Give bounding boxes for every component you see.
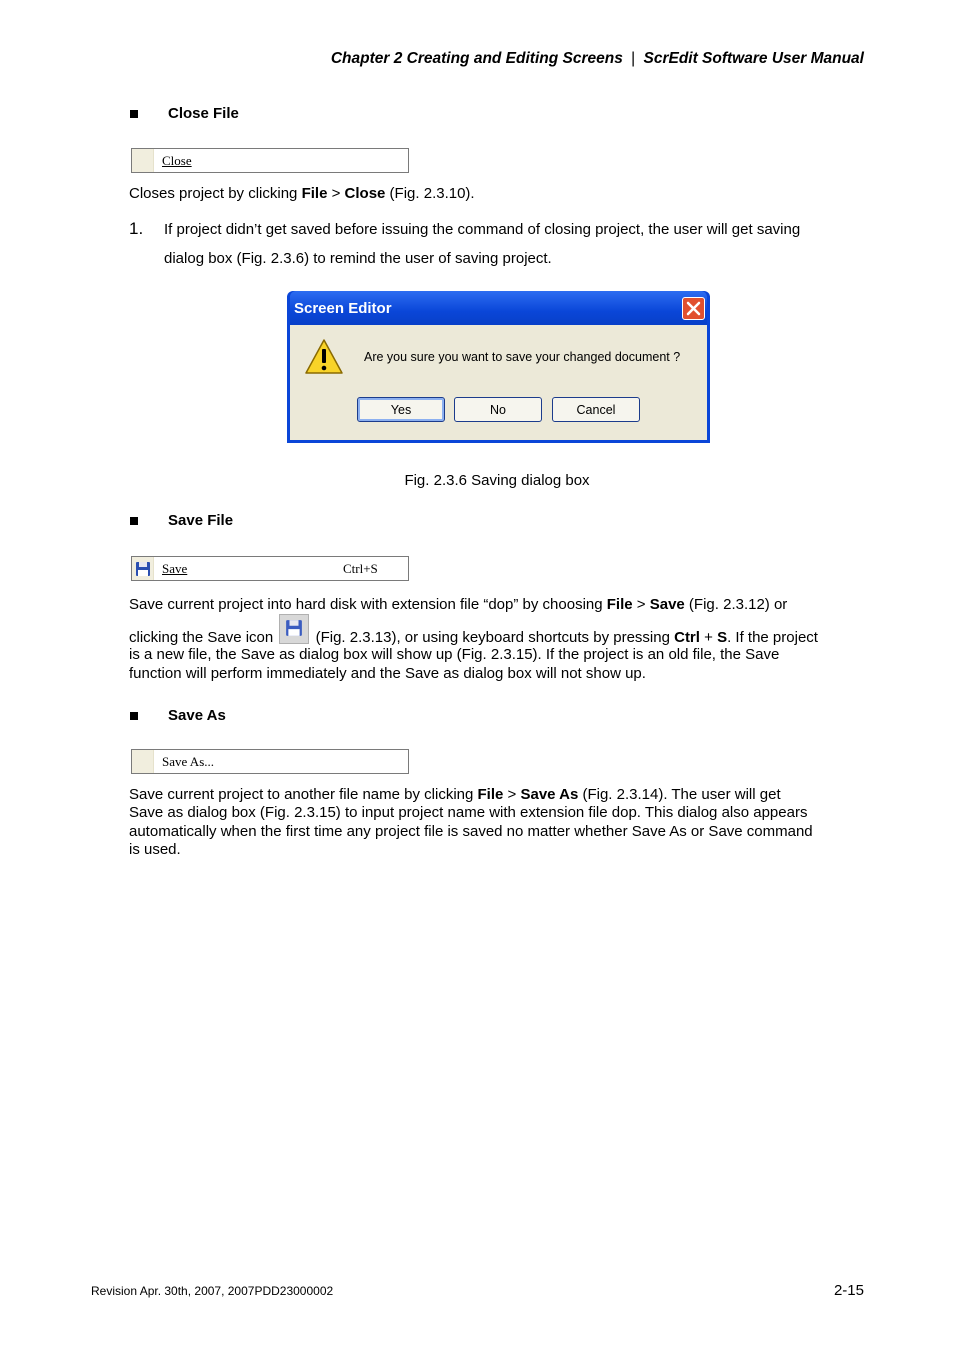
saveas-paragraph-line2: Save as dialog box (Fig. 2.3.15) to input project name with extension file dop. This dialog also appears — [129, 804, 808, 821]
dialog-titlebar — [290, 291, 707, 325]
list-item-line2: dialog box (Fig. 2.3.6) to remind the user of saving project. — [164, 250, 552, 267]
saveas-paragraph-line3: automatically when the first time any project file is saved no matter whether Save As or Save command — [129, 823, 813, 840]
save-toolbar-icon — [279, 614, 309, 644]
save-menu-item[interactable] — [131, 556, 409, 581]
save-dialog-screenshot — [287, 291, 710, 443]
bullet-square — [130, 110, 138, 118]
save-paragraph-line2: clicking the Save icon (Fig. 2.3.13), or using keyboard shortcuts by pressing Ctrl + S. If the project — [129, 614, 865, 648]
dialog-title: Screen Editor — [294, 299, 392, 317]
save-menu-label: Save — [162, 560, 188, 576]
page-number: 2-15 — [833, 1282, 864, 1299]
chapter-title: Chapter 2 Creating and Editing Screens — [330, 50, 623, 67]
saveas-menu-item[interactable] — [131, 749, 409, 774]
save-paragraph-line3: is a new file, the Save as dialog box will show up (Fig. 2.3.15). If the project is an old file, the Save — [129, 646, 780, 663]
close-menu-label: Close — [162, 152, 192, 168]
yes-button[interactable]: Yes — [357, 397, 445, 422]
saveas-paragraph-line1: Save current project to another file name by clicking File > Save As (Fig. 2.3.14). The user will get — [129, 786, 781, 803]
saveas-heading-text: Save As — [168, 707, 226, 724]
saveas-menu-label: Save As... — [162, 753, 214, 769]
section-heading-close — [130, 105, 239, 122]
save-paragraph-line1: Save current project into hard disk with extension file “dop” by choosing File > Save (Fig. 2.3.12) or — [129, 596, 788, 613]
no-button[interactable]: No — [454, 397, 542, 422]
menu-icon-gutter — [132, 750, 154, 773]
dialog-body — [290, 325, 707, 440]
revision-footer: Revision Apr. 30th, 2007, 2007PDD23000002 — [91, 1284, 334, 1298]
menu-icon-gutter — [132, 149, 154, 172]
manual-title: ScrEdit Software User Manual — [643, 50, 864, 67]
cancel-button[interactable]: Cancel — [552, 397, 640, 422]
page-header — [331, 50, 864, 68]
close-heading-text: Close File — [168, 105, 239, 122]
save-shortcut: Ctrl+S — [343, 560, 378, 576]
bullet-square — [130, 712, 138, 720]
close-description: Closes project by clicking File > Close (Fig. 2.3.10). — [129, 185, 475, 202]
header-separator: | — [631, 50, 636, 67]
warning-icon — [304, 337, 344, 377]
menu-icon-gutter — [132, 557, 154, 580]
save-paragraph-line4: function will perform immediately and the Save as dialog box will not show up. — [129, 665, 646, 682]
bullet-square — [130, 517, 138, 525]
section-heading-saveas — [130, 707, 226, 724]
list-item-line1: If project didn’t get saved before issuing the command of closing project, the user will get saving — [164, 221, 801, 238]
floppy-disk-icon — [135, 561, 151, 577]
dialog-message: Are you sure you want to save your changed document ? — [364, 350, 681, 364]
figure-caption: Fig. 2.3.6 Saving dialog box — [404, 472, 590, 489]
list-number: 1. — [129, 219, 144, 238]
saveas-paragraph-line4: is used. — [129, 841, 181, 858]
close-menu-item[interactable] — [131, 148, 409, 173]
section-heading-save — [130, 512, 233, 529]
save-heading-text: Save File — [168, 512, 234, 529]
close-icon[interactable] — [682, 297, 705, 320]
